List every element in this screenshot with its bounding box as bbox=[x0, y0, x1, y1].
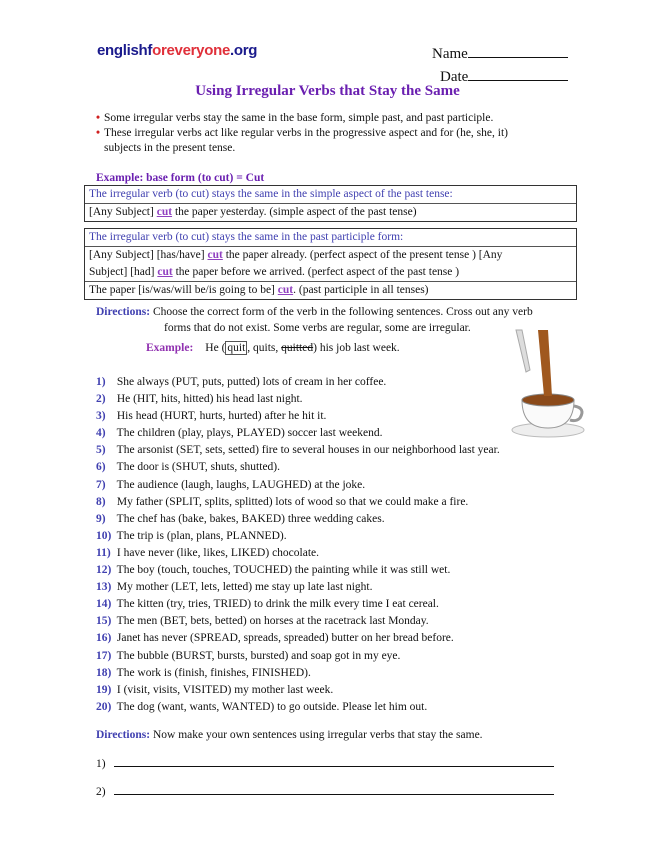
page-title: Using Irregular Verbs that Stay the Same bbox=[195, 83, 460, 99]
exercise-item: 3) His head (HURT, hurts, hurted) after he hit it. bbox=[96, 410, 327, 423]
example-box-1-sentence: [Any Subject] cut the paper yesterday. (simple aspect of the past tense) bbox=[89, 206, 417, 218]
exercise-item: 6) The door is (SHUT, shuts, shutted). bbox=[96, 461, 281, 474]
exercise-item: 15) The men (BET, bets, betted) on horses at the racetrack last Monday. bbox=[96, 615, 429, 628]
example-heading: Example: base form (to cut) = Cut bbox=[96, 172, 265, 184]
exercise-item: 11) I have never (like, likes, LIKED) chocolate. bbox=[96, 546, 319, 559]
example-sentence: Example: He ( quit , quits, quitted) his job last week. bbox=[146, 342, 400, 354]
example-box-2-line-2: Subject] [had] cut the paper before we arrived. (perfect aspect of the past tense ) bbox=[89, 266, 460, 278]
exercise-item: 8) My father (SPLIT, splits, splitted) lots of wood so that we could make a fire. bbox=[96, 495, 469, 508]
exercise-item: 17) The bubble (BURST, bursts, bursted) and soap got in my eye. bbox=[96, 649, 401, 662]
exercise-item: 7) The audience (laugh, laughs, LAUGHED) at the joke. bbox=[96, 478, 366, 491]
answer-line-2[interactable]: 2) bbox=[96, 784, 554, 798]
name-field: Name bbox=[432, 43, 568, 63]
date-field: Date bbox=[440, 66, 568, 86]
exercise-item: 12) The boy (touch, touches, TOUCHED) the painting while it was still wet. bbox=[96, 564, 451, 577]
bullet-list bbox=[96, 111, 566, 156]
exercise-item: 9) The chef has (bake, bakes, BAKED) three wedding cakes. bbox=[96, 512, 385, 525]
exercise-item: 5) The arsonist (SET, sets, setted) fire to several houses in our neighborhood last year. bbox=[96, 444, 500, 457]
example-box-2-line-3: The paper [is/was/will be/is going to be] cut. (past participle in all tenses) bbox=[85, 281, 576, 299]
exercise-item: 13) My mother (LET, lets, letted) me stay up late last night. bbox=[96, 581, 373, 594]
answer-line-1[interactable]: 1) bbox=[96, 756, 554, 770]
bullet-2-continued: subjects in the present tense. bbox=[104, 142, 236, 154]
example-box-2-heading: The irregular verb (to cut) stays the same in the past participle form: bbox=[85, 229, 576, 247]
exercise-item: 16) Janet has never (SPREAD, spreads, spreaded) butter on her bread before. bbox=[96, 632, 454, 645]
exercise-item: 2) He (HIT, hits, hitted) his head last night. bbox=[96, 393, 303, 406]
exercise-item: 1) She always (PUT, puts, putted) lots of cream in her coffee. bbox=[96, 376, 387, 388]
exercise-item: 4) The children (play, plays, PLAYED) soccer last weekend. bbox=[96, 427, 383, 440]
example-box-1-heading: The irregular verb (to cut) stays the same in the simple aspect of the past tense: bbox=[85, 186, 576, 204]
exercise-item: 20) The dog (want, wants, WANTED) to go outside. Please let him out. bbox=[96, 700, 428, 713]
directions-2: Directions: Now make your own sentences using irregular verbs that stay the same. bbox=[96, 729, 483, 741]
example-box-simple bbox=[84, 185, 577, 222]
exercise-item: 18) The work is (finish, finishes, FINISHED). bbox=[96, 666, 311, 679]
exercise-item: 10) The trip is (plan, plans, PLANNED). bbox=[96, 529, 287, 542]
exercise-list bbox=[96, 374, 616, 716]
directions-1: Directions: Choose the correct form of the verb in the following sentences. Cross out any verb forms that do not exist. Some verbs are regular, some are irregular. bbox=[96, 306, 533, 334]
bullet-2: • These irregular verbs act like regular verbs in the progressive aspect and for (he, she, it) bbox=[96, 127, 508, 139]
example-box-participle bbox=[84, 228, 577, 300]
exercise-item: 14) The kitten (try, tries, TRIED) to drink the milk every time I eat cereal. bbox=[96, 598, 439, 611]
bullet-1: • Some irregular verbs stay the same in the base form, simple past, and past participle. bbox=[96, 112, 494, 124]
example-box-2-line-1: [Any Subject] [has/have] cut the paper already. (perfect aspect of the present tense ) [Any bbox=[89, 249, 503, 261]
exercise-item: 19) I (visit, visits, VISITED) my mother last week. bbox=[96, 683, 334, 696]
site-logo: englishforeveryone.org bbox=[97, 42, 258, 59]
